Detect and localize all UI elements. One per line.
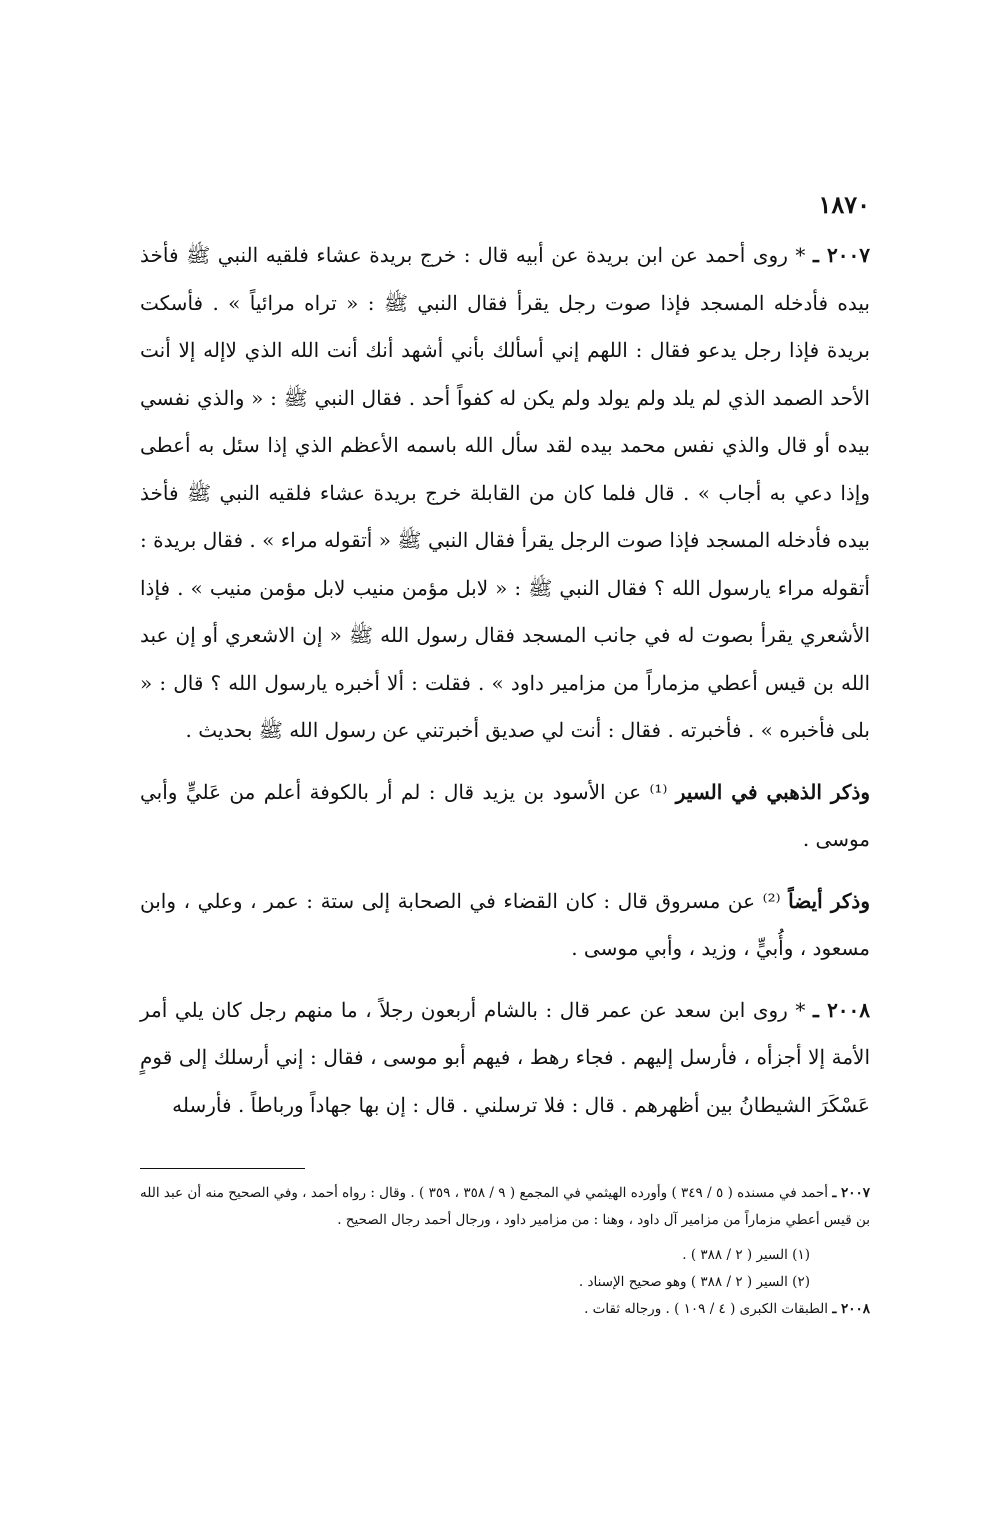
paragraph-text: ⁽¹⁾ عن الأسود بن يزيد قال : لم أر بالكوفة أعلم من عَليٍّ وأبي موسى . [140,779,870,851]
footnote-number: ٢٠٠٨ ـ [832,1301,870,1317]
footnote-text: السير ( ٢ / ٣٨٨ ) وهو صحيح الإسناد . [578,1274,788,1290]
footnotes [140,1180,870,1323]
paragraph-lead: وذكر أيضاً [788,888,870,913]
paragraph-text: * روى ابن سعد عن عمر قال : بالشام أربعون رجلاً ، ما منهم رجل كان يلي أمر الأمة إلا أجزأه ، فأرسل إليهم . فجاء رهط ، فيهم أبو موسى ، فقال : إني أرسلك إلى قومٍ عَسْكَرَ الشيطانُ بين أظهرهم . قال : فلا ترسلني . قال : إن بها جهاداً ورباطاً . فأرسله [140,997,870,1117]
hadith-2007-paragraph [140,232,870,755]
dhahabi-note-paragraph [140,769,870,864]
hadith-number: ٢٠٠٧ ـ [813,243,871,267]
paragraph-text: ⁽²⁾ عن مسروق قال : كان القضاء في الصحابة إلى ستة : عمر ، وعلي ، وابن مسعود ، وأُبيٍّ ، وزيد ، وأبي موسى . [140,888,870,960]
book-page [140,0,870,1518]
footnote-number: (١) [792,1247,810,1263]
page-number: ١٨٧٠ [818,190,870,219]
footnote-separator [140,1168,305,1169]
footnote-2007 [140,1180,870,1234]
hadith-2008-paragraph [140,987,870,1130]
main-text [140,232,870,1143]
hadith-number: ٢٠٠٨ ـ [813,997,871,1022]
footnote-1 [140,1242,870,1269]
paragraph-text: * روى أحمد عن ابن بريدة عن أبيه قال : خرج بريدة عشاء فلقيه النبي ﷺ فأخذ بيده فأدخله المسجد فإذا صوت رجل يقرأ فقال النبي ﷺ : « تراه مرائياً » . فأسكت بريدة فإذا رجل يدعو فقال : اللهم إني أسألك بأني أشهد أنك أنت الله الذي لاإله إلا أنت الأحد الصمد الذي لم يلد ولم يولد ولم يكن له كفواً أحد . فقال النبي ﷺ : « والذي نفسي بيده أو قال والذي نفس محمد بيده لقد سأل الله باسمه الأعظم الذي إذا سئل به أعطى وإذا دعي به أجاب » . قال فلما كان من القابلة خرج بريدة عشاء فلقيه النبي ﷺ فأخذ بيده فأدخله المسجد فإذا صوت الرجل يقرأ فقال النبي ﷺ « أتقوله مراء » . فقال بريدة : أتقوله مراء يارسول الله ؟ فقال النبي ﷺ : « لابل مؤمن منيب لابل مؤمن منيب » . فإذا الأشعري يقرأ بصوت له في جانب المسجد فقال رسول الله ﷺ « إن الاشعري أو إن عبد الله بن قيس أعطي مزماراً من مزامير داود » . فقلت : ألا أخبره يارسول الله ؟ قال : « بلى فأخبره » . فأخبرته . فقال : أنت لي صديق أخبرتني عن رسول الله ﷺ بحديث . [140,243,870,742]
footnote-2 [140,1269,870,1296]
footnote-number: ٢٠٠٧ ـ [832,1185,871,1201]
footnote-text: الطبقات الكبرى ( ٤ / ١٠٩ ) . ورجاله ثقات . [584,1301,829,1317]
footnote-number: (٢) [792,1274,810,1290]
dhahabi-second-note-paragraph [140,878,870,973]
paragraph-lead: وذكر الذهبي في السير [675,779,871,804]
footnote-text: السير ( ٢ / ٣٨٨ ) . [682,1247,788,1263]
footnote-text: أحمد في مسنده ( ٥ / ٣٤٩ ) وأورده الهيثمي في المجمع ( ٩ / ٣٥٨ ، ٣٥٩ ) . وقال : رواه أحمد ، وفي الصحيح منه أن عبد الله بن قيس أعطي مزماراً من مزامير آل داود ، وهنا : من مزامير داود ، ورجال أحمد رجال الصحيح . [140,1185,870,1228]
footnote-2008 [140,1296,870,1323]
